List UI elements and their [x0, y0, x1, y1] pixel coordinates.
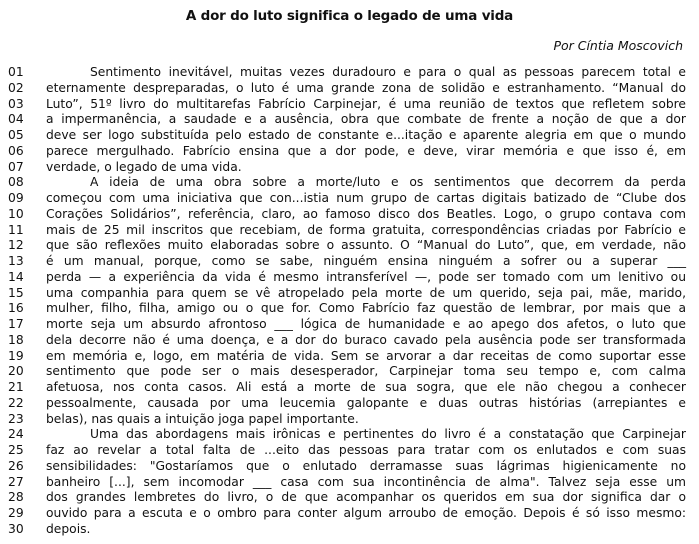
line-text: deve ser logo substituída pelo estado de constante e...itação e aparente alegria em que o mundo	[46, 128, 686, 142]
line-number: 15	[8, 285, 24, 300]
line-text: dos grandes lembretes do livro, o de que acompanhar os queridos em sua dor significa dar o	[46, 490, 686, 505]
line-text: banheiro [...], sem incomodar ___ casa com sua incontinência de alma". Talvez seja esse um	[46, 474, 686, 489]
line-text: ouvido para a escuta e o ombro para conter algum arroubo de emoção. Depois é só isso mesmo:	[46, 506, 686, 520]
text-line	[0, 349, 699, 365]
numbered-text-body	[0, 65, 699, 538]
line-number: 02	[8, 80, 24, 95]
text-line	[0, 380, 699, 396]
line-number: 09	[8, 191, 24, 205]
text-line	[0, 317, 699, 333]
line-text: sensibilidades: "Gostaríamos que o enlutado derramasse suas lágrimas higienicamente no	[46, 458, 686, 473]
text-line	[0, 128, 699, 144]
line-text: Luto”, 51º livro do multitarefas Fabrício Carpinejar, é uma reunião de textos que refletem sobre	[46, 96, 686, 111]
line-number: 23	[8, 411, 24, 426]
line-text: dela decorre não é uma doença, e a dor do buraco cavado pela ausência pode ser transformada	[46, 332, 686, 347]
text-line	[0, 65, 699, 81]
text-line	[0, 333, 699, 349]
text-line	[0, 207, 699, 223]
text-line	[0, 254, 699, 270]
line-text: em memória e, logo, em matéria de vida. Sem se arvorar a dar receitas de como suportar esse	[46, 348, 686, 363]
line-number: 13	[8, 254, 24, 268]
text-line	[0, 112, 699, 128]
line-text: uma companhia para quem se vê atropelado pela morte de um querido, seja pai, mãe, marido,	[46, 285, 686, 300]
line-number: 10	[8, 206, 24, 221]
line-number: 04	[8, 112, 24, 127]
line-number: 01	[8, 65, 24, 79]
line-number: 05	[8, 128, 24, 142]
line-number: 24	[8, 427, 24, 442]
line-number: 30	[8, 521, 24, 536]
line-text: parece mergulhado. Fabrício ensina que a dor pode, e deve, virar memória e que isso é, em	[46, 143, 686, 158]
line-text: começou com uma iniciativa que con...istia num grupo de cartas digitais batizado de “Clube dos	[46, 191, 686, 205]
line-text: A ideia de uma obra sobre a morte/luto e os sentimentos que decorrem da perda	[90, 175, 686, 190]
text-line	[0, 522, 699, 538]
line-number: 08	[8, 175, 24, 190]
text-line	[0, 286, 699, 302]
line-text: depois.	[46, 521, 91, 536]
line-text: belas), nas quais a intuição joga papel importante.	[46, 411, 359, 426]
line-text: mais de 25 mil inscritos que recebiam, de forma gratuita, correspondências criadas por Fabrício e	[46, 222, 686, 237]
line-text: é um manual, porque, como se sabe, ninguém ensina ninguém a sofrer ou a superar ___	[46, 254, 686, 268]
line-text: Corações Solidários”, referência, claro, ao famoso disco dos Beatles. Logo, o grupo contava com	[46, 206, 686, 221]
line-number: 07	[8, 159, 24, 174]
line-text: Sentimento inevitável, muitas vezes duradouro e para o qual as pessoas parecem total e	[90, 65, 686, 79]
text-line	[0, 144, 699, 160]
text-line	[0, 223, 699, 239]
line-number: 19	[8, 348, 24, 363]
line-text: perda — a experiência da vida é mesmo intransferível —, pode ser tomado com um lenitivo ou	[46, 269, 686, 284]
line-number: 12	[8, 238, 24, 253]
line-number: 20	[8, 364, 24, 379]
line-text: verdade, o legado de uma vida.	[46, 159, 242, 174]
line-number: 11	[8, 222, 24, 237]
line-text: afetuosa, nos conta casos. Ali está a morte de sua sogra, que ele não chegou a conhecer	[46, 380, 686, 394]
text-line	[0, 238, 699, 254]
document-title: A dor do luto significa o legado de uma vida	[185, 8, 514, 24]
line-number: 25	[8, 443, 24, 457]
line-number: 29	[8, 506, 24, 520]
line-text: pessoalmente, causada por uma leucemia galopante e duas outras histórias (arrepiantes e	[46, 395, 686, 410]
text-line	[0, 506, 699, 522]
line-text: faz ao revelar a total falta de ...eito das pessoas para tratar com os enlutados e com suas	[46, 443, 686, 457]
line-number: 03	[8, 96, 24, 111]
line-number: 14	[8, 269, 24, 284]
line-number: 17	[8, 317, 24, 331]
text-line	[0, 427, 699, 443]
text-line	[0, 270, 699, 286]
text-line	[0, 364, 699, 380]
text-line	[0, 97, 699, 113]
line-number: 18	[8, 332, 24, 347]
text-line	[0, 160, 699, 176]
text-line	[0, 191, 699, 207]
line-text: Uma das abordagens mais irônicas e pertinentes do livro é a constatação que Carpinejar	[90, 427, 686, 442]
text-line	[0, 412, 699, 428]
text-line	[0, 175, 699, 191]
text-line	[0, 459, 699, 475]
text-line	[0, 490, 699, 506]
line-number: 28	[8, 490, 24, 505]
line-number: 22	[8, 395, 24, 410]
text-line	[0, 301, 699, 317]
line-number: 26	[8, 458, 24, 473]
line-text: sentimento que pode ser o mais desesperador, Carpinejar toma seu tempo e, com calma	[46, 364, 686, 379]
text-line	[0, 81, 699, 97]
line-number: 27	[8, 474, 24, 489]
line-number: 16	[8, 301, 24, 316]
line-text: mulher, filho, filha, amigo ou o que for. Como Fabrício faz questão de lembrar, por mais que a	[46, 301, 686, 316]
line-text: eternamente despreparadas, o luto é uma grande zona de solidão e estranhamento. “Manual do	[46, 80, 686, 95]
line-text: morte seja um absurdo afrontoso ___ lógica de humanidade e ao apego dos afetos, o luto que	[46, 317, 686, 331]
text-line	[0, 475, 699, 491]
line-number: 21	[8, 380, 24, 394]
line-text: que são reflexões muito elaboradas sobre o assunto. O “Manual do Luto”, que, em verdade, não	[46, 238, 686, 253]
line-text: a impermanência, a saudade e a ausência, obra que combate de frente a noção de que a dor	[46, 112, 686, 127]
line-number: 06	[8, 143, 24, 158]
text-line	[0, 443, 699, 459]
text-line	[0, 396, 699, 412]
author-byline: Por Cíntia Moscovich	[553, 38, 683, 53]
